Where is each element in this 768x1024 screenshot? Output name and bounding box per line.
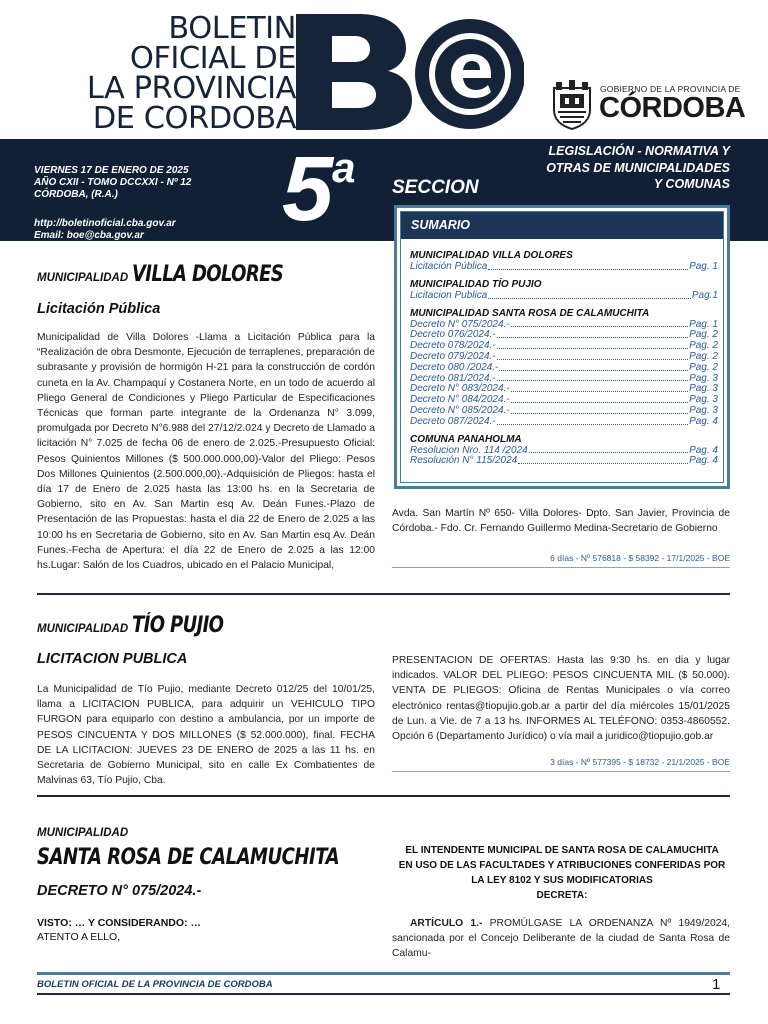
page-number: 1 [712, 976, 721, 993]
sumario-entry-page: Pag. 4 [689, 444, 718, 456]
masthead-title [66, 11, 296, 136]
sumario-group-title: COMUNA PANAHOLMA [410, 433, 522, 445]
sumario-group [410, 308, 718, 428]
sumario-entry-page: Pag. 1 [689, 261, 718, 272]
divider [392, 567, 730, 568]
government-logo [550, 80, 746, 130]
section-number [282, 138, 356, 252]
dot-leader [511, 406, 688, 414]
sumario-group [410, 279, 718, 302]
sumario-entry-page: Pag. 4 [689, 455, 718, 467]
sumario-entry-page: Pag. 3 [689, 372, 718, 384]
sumario-entry-page: Pag.1 [691, 289, 718, 301]
sumario-entry-label: Decreto N° 083/2024.- [410, 383, 510, 395]
divider [392, 771, 730, 772]
visto-block [37, 916, 201, 944]
section-number-digit: 5 [282, 138, 331, 240]
sumario-entry-page: Pag. 2 [689, 361, 718, 373]
dot-leader [499, 363, 688, 371]
sumario-entry-page: Pag. 2 [689, 350, 718, 362]
muni-label: MUNICIPALIDAD [37, 623, 129, 635]
sumario-entry-label: Decreto N° 075/2024.- [410, 318, 510, 330]
dot-leader [511, 384, 688, 392]
sumario-entry-label: Licitación Pública [410, 261, 488, 272]
sumario-list [410, 250, 718, 473]
email-link[interactable]: Email: boe@cba.gov.ar [34, 229, 144, 241]
santa-rosa-muni-name: SANTA ROSA DE CALAMUCHITA [37, 845, 340, 870]
intendente-line: LA LEY 8102 Y SUS MODIFICATORIAS [471, 875, 653, 886]
dot-leader [497, 352, 688, 360]
articulo-label: ARTÍCULO 1.- [410, 918, 483, 929]
dot-leader [511, 395, 688, 403]
intendente-line: EN USO DE LAS FACULTADES Y ATRIBUCIONES CONFERIDAS POR [398, 860, 726, 871]
section-heading-line: Y COMUNAS [653, 177, 730, 191]
intendente-line: DECRETA: [536, 890, 588, 901]
sumario-group [410, 250, 718, 273]
santa-rosa-muni-label: MUNICIPALIDAD [37, 827, 129, 839]
sumario-entry-label: Decreto 087/2024.- [410, 415, 496, 427]
sumario-entry-page: Pag. 3 [689, 383, 718, 395]
section-heading-line: LEGISLACIÓN - NORMATIVA Y [548, 144, 730, 158]
dot-leader [497, 417, 688, 425]
dot-leader [511, 320, 688, 328]
tio-pujio-body-cont: PRESENTACION DE OFERTAS: Hasta las 9:30 hs. en dia y lugar indicados. VALOR DEL PLIEGO: PESOS CINCUENTA MIL ($ 50.000). VENTA DE PLIEGOS: Oficina de Rentas Municipales o vía correo electrónico rentas@tiopujio.gob.ar a partir del día miércoles 15/01/2025 de Lun. a Vie. de 7 a 13 hs. INFORMES AL TELÉFONO: 0353-4860552. Opción 6 (Departamento Jurídico) o vía mail a juridico@tiopujio.gob.ar [392, 655, 730, 743]
footer-publication: BOLETIN OFICIAL DE LA PROVINCIA DE CORDOBA [37, 979, 273, 990]
intendente-block [392, 843, 732, 903]
masthead-title-line: BOLETIN [168, 11, 296, 46]
sumario-group-title: MUNICIPALIDAD TÍO PUJIO [410, 278, 542, 290]
sumario-entry[interactable] [410, 417, 718, 428]
sumario-entry-page: Pag. 4 [689, 415, 718, 427]
villa-dolores-body-cont: Avda. San Martín Nº 650- Villa Dolores- Dpto. San Javier, Provincia de Córdoba.- Fdo. Cr. Fernando Guillermo Medina-Secretario de Gobierno [392, 508, 730, 535]
site-link[interactable]: http://boletinoficial.cba.gov.ar [34, 217, 176, 229]
section-word: SECCION [392, 177, 479, 198]
tio-pujio-heading [37, 613, 244, 638]
masthead-title-line: LA PROVINCIA [86, 71, 296, 106]
sumario-entry[interactable] [410, 456, 718, 467]
sumario-entry-label: Decreto N° 085/2024.- [410, 404, 510, 416]
sumario-group-title: MUNICIPALIDAD VILLA DOLORES [410, 250, 573, 261]
issue-year-tomo: AÑO CXII - TOMO DCCXXI - Nº 12 [34, 177, 192, 189]
gov-label-small: GOBIERNO DE LA PROVINCIA DE [600, 84, 741, 94]
sumario-group [410, 434, 718, 468]
footer-rule [37, 972, 730, 975]
dot-leader [518, 456, 688, 464]
sumario-entry-label: Decreto 079/2024.- [410, 350, 496, 362]
section-heading [490, 143, 730, 193]
villa-dolores-body: Municipalidad de Villa Dolores -Llama a Licitación Pública para la “Realización de obra Desmonte, Ejecución de terraplenes, preparación de subrasante y provisión de hormigón H-21 para la construcción de cordón cuneta en la Av. Champaquí y Costanera Norte, en un todo de acuerdo al Pliego General de Condiciones y Pliego Particular de Especificaciones Técnicas que forman parte integrante de la Ordenanza N° 3.099, promulgada por Decreto N°6.988 del 27/12/2.024 y Decreto de Llamado a licitación N° 7.025 de fecha 06 de enero de 2.025.-Presupuesto Oficial: Pesos Quinientos Millones ($ 500.000.000,00)-Valor del Pliego: Pesos Dos Millones Quinientos (2.500.000,00).-Adquisición de Pliegos: hasta el día 17 de Enero de 2.025 hasta las 13:00 hs. en la Secretaria de Gobierno, sito en Av. San Martin esq Av. Deán Funes.-Plazo de Presentación de las Propuestas: hasta el día 22 de Enero de 2.025 a las 10:00 hs en Secretaria de Gobierno, sito en Av. San Martin esq Av. Deán Funes.-Fecha de Apertura: el día 22 de Enero de 2.025 a las 12:00 hs.Lugar: Salón de los Cuadros, ubicado en el Palacio Municipal, [37, 332, 375, 572]
dot-leader [529, 446, 688, 454]
sumario-entry-label: Resolucion Nro. 114 /2024 [410, 444, 528, 456]
dot-leader [488, 291, 691, 299]
sumario-entry[interactable] [410, 291, 718, 302]
issue-date: VIERNES 17 DE ENERO DE 2025 [34, 165, 189, 176]
sumario-entry-label: Licitacion Publica [410, 289, 488, 301]
sumario-entry-page: Pag. 3 [689, 404, 718, 416]
sumario-entry-page: Pag. 3 [689, 394, 718, 406]
sumario-box [394, 205, 730, 489]
footer-rule [37, 993, 730, 995]
villa-dolores-footref: 6 días - Nº 576818 - $ 58392 - 17/1/2025 - BOE [550, 553, 730, 563]
issue-city: CÓRDOBA, (R.A.) [34, 189, 118, 201]
villa-dolores-heading [37, 262, 316, 287]
sumario-entry-label: Resolución N° 115/2024 [410, 455, 518, 467]
dot-leader [488, 262, 688, 270]
dot-leader [497, 330, 688, 338]
sumario-entry-label: Decreto 078/2024.- [410, 340, 496, 352]
sumario-entry-page: Pag. 1 [689, 318, 718, 330]
muni-label: MUNICIPALIDAD [37, 272, 129, 284]
sumario-entry-label: Decreto 081/2024.- [410, 372, 496, 384]
masthead-title-line: OFICIAL DE [129, 41, 296, 76]
tio-pujio-footref: 3 días - Nº 577395 - $ 18732 - 21/1/2025 - BOE [550, 757, 730, 767]
sumario-entry-label: Decreto 080 /2024.- [410, 361, 499, 373]
decreto-title: DECRETO N° 075/2024.- [37, 883, 202, 899]
sumario-entry-label: Decreto N° 084/2024.- [410, 394, 510, 406]
articulo-1 [392, 916, 730, 962]
masthead-title-line: DE CORDOBA [92, 101, 296, 136]
intendente-line: EL INTENDENTE MUNICIPAL DE SANTA ROSA DE CALAMUCHITA [405, 845, 719, 856]
section-heading-line: OTRAS DE MUNICIPALIDADES [546, 160, 730, 175]
sumario-group-title: MUNICIPALIDAD SANTA ROSA DE CALAMUCHITA [410, 307, 650, 319]
dot-leader [497, 341, 688, 349]
gov-label-big: CÓRDOBA [599, 92, 746, 124]
sumario-entry-label: Decreto 076/2024.- [410, 329, 496, 341]
muni-name: TÍO PUJIO [132, 613, 224, 638]
sumario-title: SUMARIO [401, 212, 723, 239]
divider [37, 593, 730, 595]
divider [37, 795, 730, 797]
cordoba-shield-icon [550, 80, 594, 130]
dot-leader [497, 374, 688, 382]
villa-dolores-subtitle: Licitación Pública [37, 301, 161, 317]
sumario-entry-page: Pag. 2 [689, 329, 718, 341]
issue-info [34, 165, 191, 242]
sumario-entry[interactable] [410, 262, 718, 273]
section-ordinal: a [332, 144, 356, 191]
tio-pujio-body: La Municipalidad de Tío Pujio, mediante Decreto 012/25 del 10/01/25, llama a LICITACION PUBLICA, para adquirir un VEHICULO TIPO FURGON para equiparlo con destino a ambulancia, por un importe de PESOS CINCUENTA Y DOS MILLONES ($ 52.000.000), final. FECHA DE LA LICITACION: JUEVES 23 DE ENERO de 2025 a las 11 hs. en Secretaria de Gobierno Municipal, sito en calle Ex Combatientes de Malvinas 63, Tío Pujio, Cba. [37, 684, 375, 787]
sumario-entry[interactable] [410, 363, 718, 374]
atento-line: ATENTO A ELLO, [37, 931, 121, 943]
sumario-entry-page: Pag. 2 [689, 340, 718, 352]
articulo-text: PROMÚLGASE LA ORDENANZA Nº 1949/2024, sancionada por el Concejo Deliberante de la ciudad de Santa Rosa de Calamu- [392, 918, 731, 960]
tio-pujio-subtitle: LICITACION PUBLICA [37, 651, 188, 667]
boe-logo [294, 10, 524, 134]
muni-name: VILLA DOLORES [132, 262, 284, 287]
visto-line: VISTO: … Y CONSIDERANDO: … [37, 917, 201, 929]
